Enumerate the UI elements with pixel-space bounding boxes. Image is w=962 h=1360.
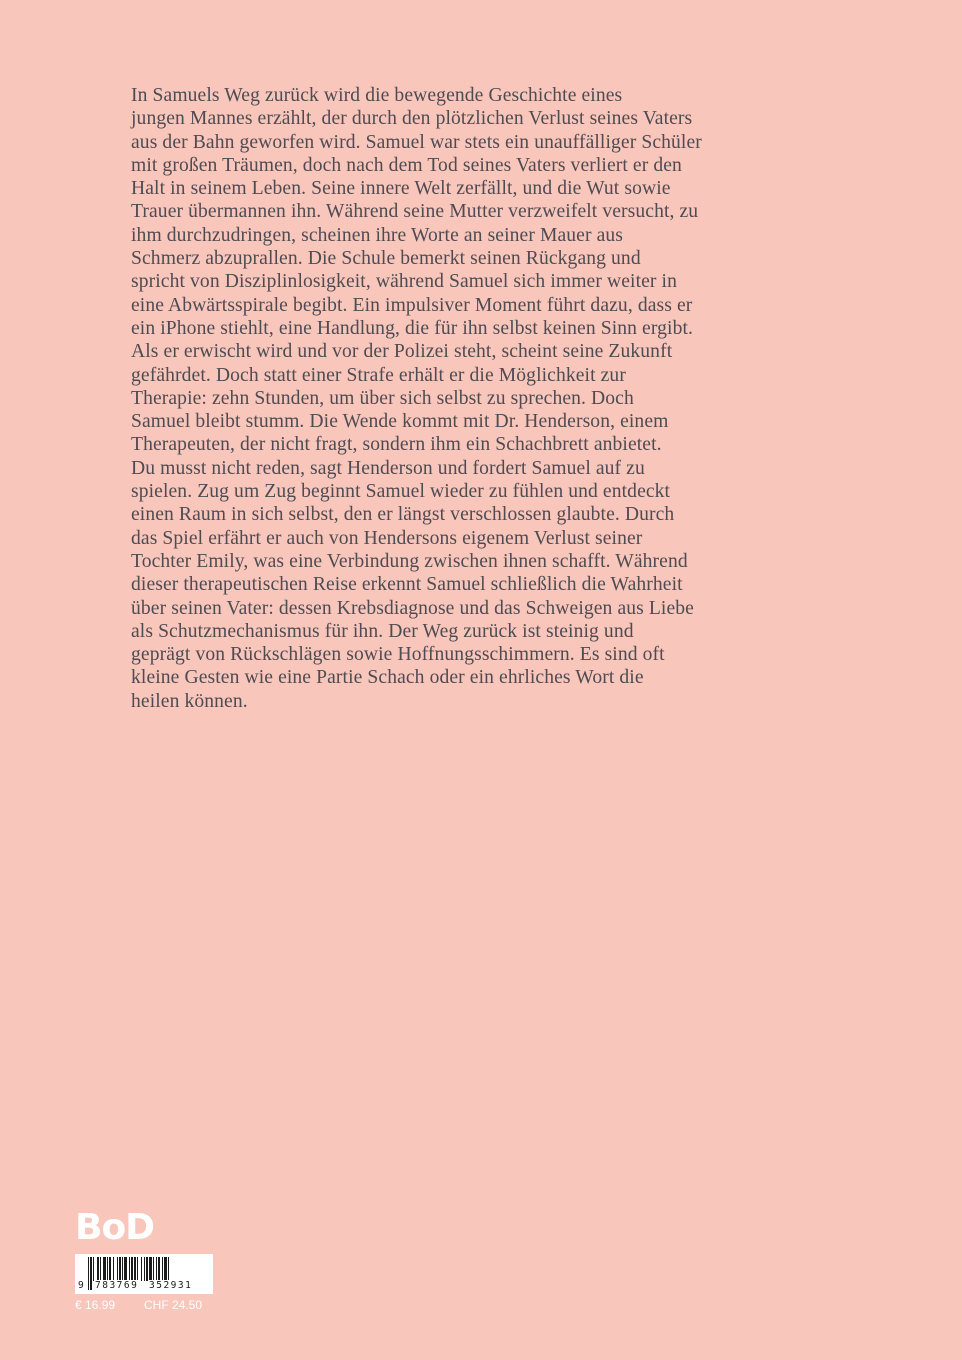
blurb-line: ihm durchzudringen, scheinen ihre Worte an seiner Mauer aus <box>131 224 624 246</box>
blurb-line: eine Abwärtsspirale begibt. Ein impulsiver Moment führt dazu, dass er <box>131 294 693 316</box>
barcode-bar <box>134 1257 136 1281</box>
barcode-bar <box>164 1257 167 1281</box>
barcode-bar <box>129 1257 130 1281</box>
blurb-line: Tochter Emily, was eine Verbindung zwischen ihnen schafft. Während <box>131 550 688 572</box>
barcode-bar <box>107 1257 108 1281</box>
isbn-right-digits: 352931 <box>149 1280 193 1291</box>
barcode-bar <box>100 1257 101 1281</box>
barcode-bar <box>119 1257 121 1281</box>
blurb-line: Therapeuten, der nicht fragt, sondern ihm ein Schachbrett anbietet. <box>131 434 662 456</box>
barcode-bar <box>141 1257 142 1281</box>
blurb-line: geprägt von Rückschlägen sowie Hoffnungsschimmern. Es sind oft <box>131 644 665 666</box>
blurb-line: Samuel bleibt stumm. Die Wende kommt mit Dr. Henderson, einem <box>131 411 669 433</box>
blurb-line: aus der Bahn geworfen wird. Samuel war stets ein unauffälliger Schüler <box>131 131 702 153</box>
blurb-line: spielen. Zug um Zug beginnt Samuel wieder zu fühlen und entdeckt <box>131 481 671 503</box>
barcode-bar <box>146 1257 148 1281</box>
barcode-bar <box>137 1257 138 1281</box>
blurb-line: ein iPhone stiehlt, eine Handlung, die für ihn selbst keinen Sinn ergibt. <box>131 317 694 339</box>
blurb-line: spricht von Disziplinlosigkeit, während Samuel sich immer weiter in <box>131 271 677 293</box>
blurb-line: dieser therapeutischen Reise erkennt Samuel schließlich die Wahrheit <box>131 574 683 596</box>
blurb-line: kleine Gesten wie eine Partie Schach oder ein ehrliches Wort die <box>131 667 644 689</box>
barcode-bar <box>90 1257 92 1290</box>
barcode-bar <box>97 1257 99 1281</box>
barcode-bar <box>149 1257 152 1281</box>
blurb-line: Als er erwischt wird und vor der Polizei steht, scheint seine Zukunft <box>131 341 673 363</box>
blurb-line: einen Raum in sich selbst, den er längst verschlossen glaubte. Durch <box>131 504 675 526</box>
barcode-bar <box>117 1257 118 1281</box>
blurb-line: als Schutzmechanismus für ihn. Der Weg zurück ist steinig und <box>131 620 634 642</box>
barcode-bar <box>88 1257 89 1290</box>
blurb-line: über seinen Vater: dessen Krebsdiagnose und das Schweigen aus Liebe <box>131 597 694 619</box>
barcode-bar <box>162 1257 163 1281</box>
barcode-bar <box>109 1257 111 1281</box>
blurb-line: Du musst nicht reden, sagt Henderson und fordert Samuel auf zu <box>131 457 645 479</box>
price-eur: € 16.99 <box>75 1298 116 1312</box>
barcode-bar <box>103 1257 106 1281</box>
price-chf: CHF 24.50 <box>144 1298 203 1312</box>
blurb-line: gefährdet. Doch statt einer Strafe erhält er die Möglichkeit zur <box>131 364 626 386</box>
blurb-line: Trauer übermannen ihn. Während seine Mutter verzweifelt versucht, zu <box>131 201 699 223</box>
barcode-bar <box>156 1257 157 1281</box>
publisher-logo: BoD <box>75 1207 155 1248</box>
barcode-bar <box>158 1257 160 1281</box>
blurb-line: Halt in seinem Leben. Seine innere Welt zerfällt, und die Wut sowie <box>131 178 671 200</box>
blurb-line: Therapie: zehn Stunden, um über sich selbst zu sprechen. Doch <box>131 387 634 409</box>
barcode-bar <box>122 1257 123 1281</box>
isbn-first-digit: 9 <box>78 1280 84 1291</box>
blurb-line: heilen können. <box>131 690 248 712</box>
isbn-left-digits: 783769 <box>95 1280 139 1291</box>
blurb-line: Schmerz abzuprallen. Die Schule bemerkt seinen Rückgang und <box>131 248 641 270</box>
barcode-bar <box>93 1257 94 1281</box>
barcode-bar <box>153 1257 154 1281</box>
blurb-line: jungen Mannes erzählt, der durch den plötzlichen Verlust seines Vaters <box>131 108 693 130</box>
barcode-bar <box>113 1257 114 1281</box>
blurb-line: das Spiel erfährt er auch von Hendersons eigenem Verlust seiner <box>131 527 643 549</box>
back-cover-blurb <box>131 84 811 713</box>
barcode-bar <box>144 1257 145 1281</box>
blurb-line: In Samuels Weg zurück wird die bewegende Geschichte eines <box>131 85 623 106</box>
blurb-line: mit großen Träumen, doch nach dem Tod seines Vaters verliert er den <box>131 154 682 176</box>
barcode-bar <box>124 1257 127 1281</box>
isbn-barcode <box>75 1254 213 1294</box>
